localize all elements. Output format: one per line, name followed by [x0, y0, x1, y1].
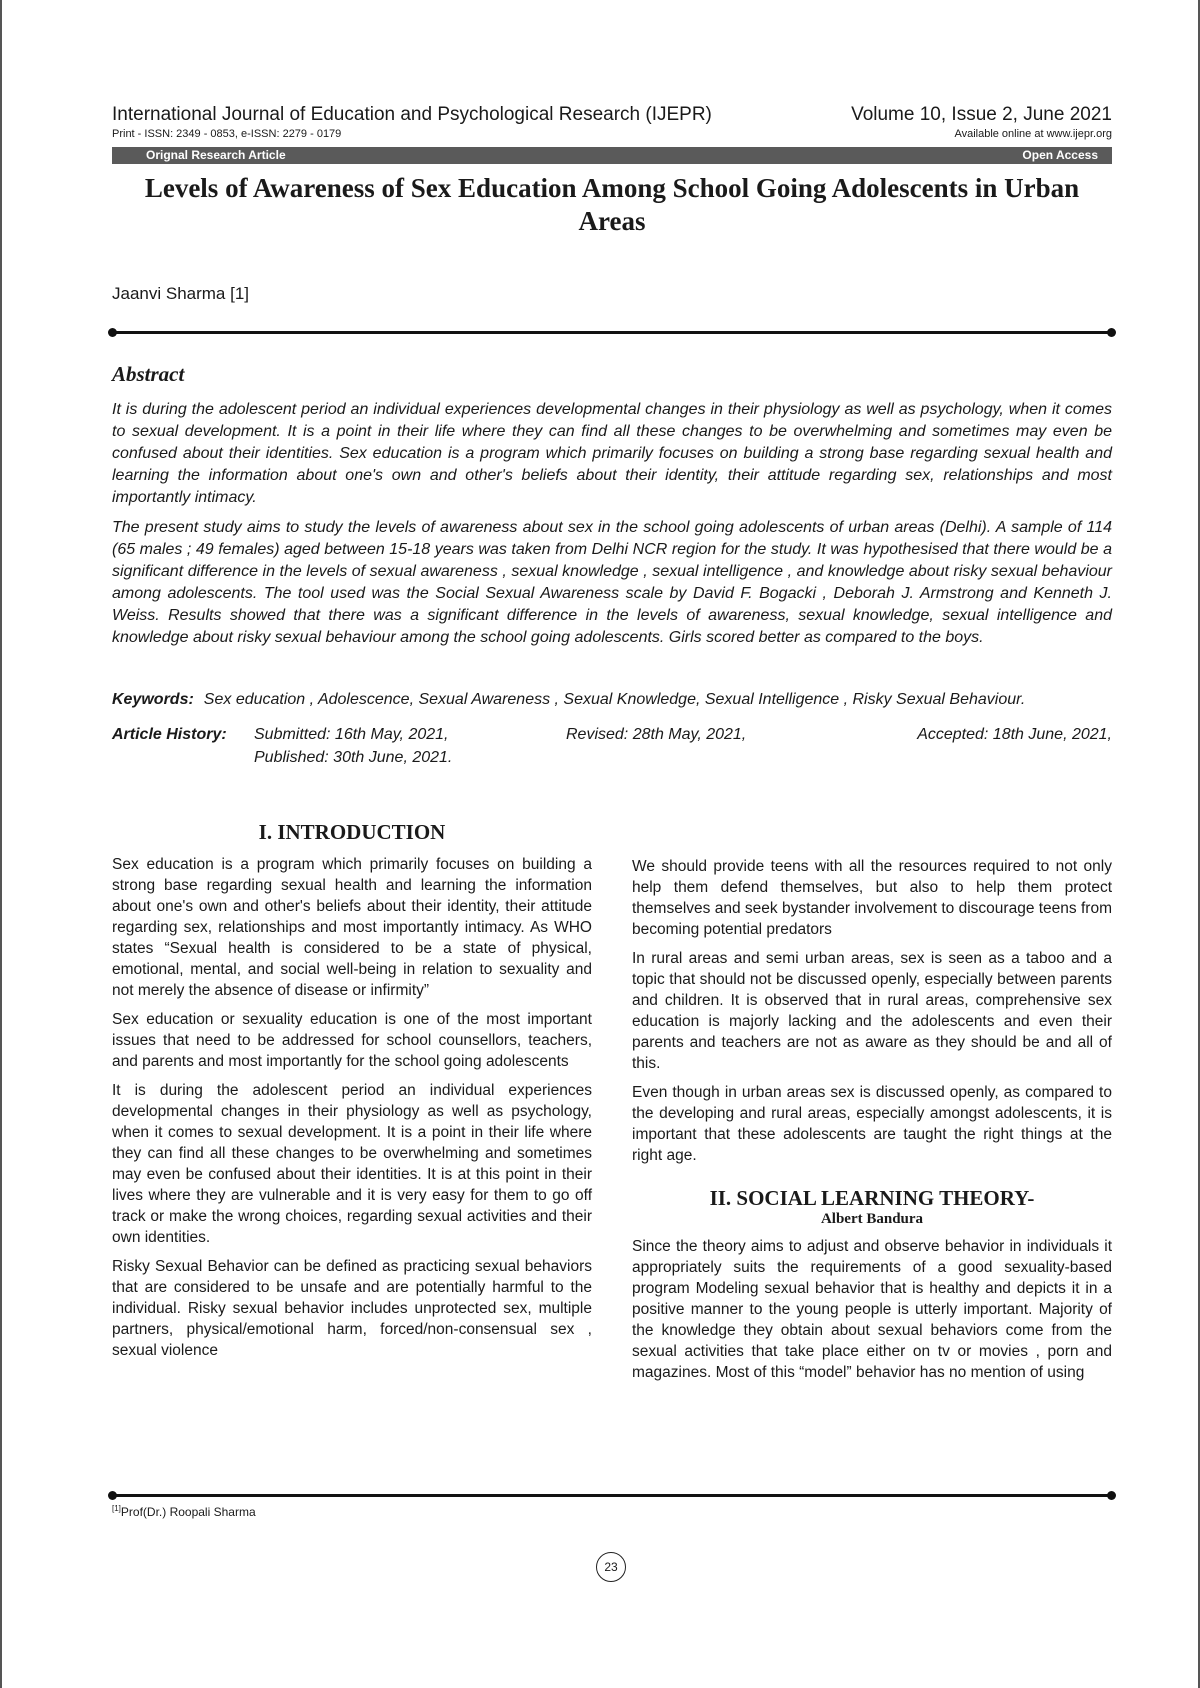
- article-type-band: [112, 147, 1112, 164]
- abstract-paragraph: It is during the adolescent period an individual experiences developmental changes in their physiology as well as psychology, when it comes to sexual development. It is a point in their life where they can find all these changes to be overwhelming and sometimes may even be confused about their identities. Sex education is a program which primarily focuses on building a strong base regarding sexual health and learning the information about one's own and other's beliefs about their identity, their attitude regarding sex, relationships and most importantly intimacy.: [112, 401, 1112, 506]
- volume-info: Volume 10, Issue 2, June 2021: [851, 104, 1112, 125]
- body-paragraph: Risky Sexual Behavior can be defined as practicing sexual behaviors that are considered to be unsafe and are potentially harmful to the individual. Risky sexual behavior includes unprotected sex, multiple partners, physical/emotional harm, forced/non-consensual sex , sexual violence: [112, 1258, 592, 1359]
- left-column: [112, 820, 592, 1369]
- section-1-heading: I. INTRODUCTION: [258, 820, 446, 844]
- history-label: Article History:: [112, 726, 227, 743]
- abstract-paragraph: The present study aims to study the levels of awareness about sex in the school going adolescents of urban areas (Delhi). A sample of 114 (65 males ; 49 females) aged between 15-18 years was taken from Delhi NCR region for the study. It was hypothesised that there would be a significant difference in the levels of sexual awareness , sexual knowledge , sexual intelligence , and knowledge about risky sexual behaviour among adolescents. The tool used was the Social Sexual Awareness scale by David F. Bogacki , Deborah J. Armstrong and Kenneth J. Weiss. Results showed that there was a significant difference in the levels of awareness, sexual knowledge, sexual intelligence and knowledge about risky sexual behaviour among the school going adolescents. Girls scored better as compared to the boys.: [112, 519, 1112, 646]
- section-2-header: [632, 1188, 1112, 1230]
- article-type: Orignal Research Article: [146, 148, 286, 162]
- top-divider: [112, 331, 1112, 334]
- keywords: [112, 689, 1112, 711]
- section-2-heading: II. SOCIAL LEARNING THEORY-: [709, 1186, 1035, 1210]
- body-paragraph: Sex education is a program which primarily focuses on building a strong base regarding sexual health and learning the information about one's own and other's beliefs about their identity, their attitude regarding sex, relationships and most importantly intimacy. As WHO states “Sexual health is considered to be a state of physical, emotional, mental, and social well-being in relation to sexuality and not merely the absence of disease or infirmity”: [112, 856, 592, 999]
- keywords-text: Sex education , Adolescence, Sexual Awareness , Sexual Knowledge, Sexual Intelligence , Risky Sexual Behaviour.: [203, 691, 1026, 708]
- body-paragraph: We should provide teens with all the resources required to not only help them defend themselves, but also to help them protect themselves and seek bystander involvement to discourage teens from becoming potential predators: [632, 858, 1112, 938]
- article-history: [112, 723, 1112, 769]
- section-2-subheading: Albert Bandura: [820, 1211, 924, 1227]
- accepted-date: Accepted: 18th June, 2021,: [917, 726, 1112, 743]
- abstract-heading: Abstract: [112, 362, 185, 386]
- issn-info: Print - ISSN: 2349 - 0853, e-ISSN: 2279 - 0179: [112, 128, 342, 140]
- author-line: Jaanvi Sharma [1]: [112, 284, 250, 303]
- body-paragraph: Sex education or sexuality education is one of the most important issues that need to be addressed for school counsellors, teachers, and parents and most importantly for the school going adolescents: [112, 1011, 592, 1070]
- page-border-left: [0, 0, 2, 1688]
- body-paragraph: Even though in urban areas sex is discussed openly, as compared to the developing and rural areas, especially amongst adolescents, it is important that these adolescents are taught the right things at the right age.: [632, 1084, 1112, 1164]
- access-type: Open Access: [1022, 148, 1098, 162]
- revised-date: Revised: 28th May, 2021,: [566, 726, 747, 743]
- body-paragraph: It is during the adolescent period an individual experiences developmental changes in their physiology as well as psychology, when it comes to sexual development. It is a point in their life where they can find all these changes to be overwhelming and sometimes may even be confused about their identities. It is at this point in their lives where they are vulnerable and it is very easy for them to go off track or make the wrong choices, regarding sexual activities and their own identities.: [112, 1082, 592, 1246]
- submitted-date: Submitted: 16th May, 2021,: [254, 726, 449, 743]
- bottom-divider: [112, 1494, 1112, 1497]
- body-paragraph: In rural areas and semi urban areas, sex is seen as a taboo and a topic that should not be discussed openly, especially between parents and children. It is observed that in rural areas, comprehensive sex education is majorly lacking and the adolescents and even their parents and teachers are not as aware as they should be and all of this.: [632, 950, 1112, 1072]
- availability-info: Available online at www.ijepr.org: [954, 128, 1112, 140]
- right-column: [632, 856, 1112, 1391]
- body-paragraph: Since the theory aims to adjust and observe behavior in individuals it appropriately suits the requirements of a good sexuality-based program Modeling sexual behavior that is healthy and depicts it in a positive manner to the young people is utterly important. Majority of the knowledge they obtain about sexual behaviors come from the sexual activities that take place either on tv or movies , porn and magazines. Most of this “model” behavior has no mention of using: [632, 1238, 1112, 1381]
- journal-name: International Journal of Education and Psychological Research (IJEPR): [112, 104, 712, 125]
- footnote-mark: [1]: [112, 1504, 121, 1513]
- footnote-text: Prof(Dr.) Roopali Sharma: [120, 1505, 256, 1519]
- footnote: [112, 1504, 256, 1519]
- keywords-label: Keywords:: [112, 691, 194, 708]
- page-number: 23: [596, 1552, 626, 1582]
- published-date: Published: 30th June, 2021.: [254, 749, 453, 766]
- paper-title: Levels of Awareness of Sex Education Among School Going Adolescents in Urban Areas: [144, 173, 1080, 236]
- abstract-body: [112, 399, 1112, 657]
